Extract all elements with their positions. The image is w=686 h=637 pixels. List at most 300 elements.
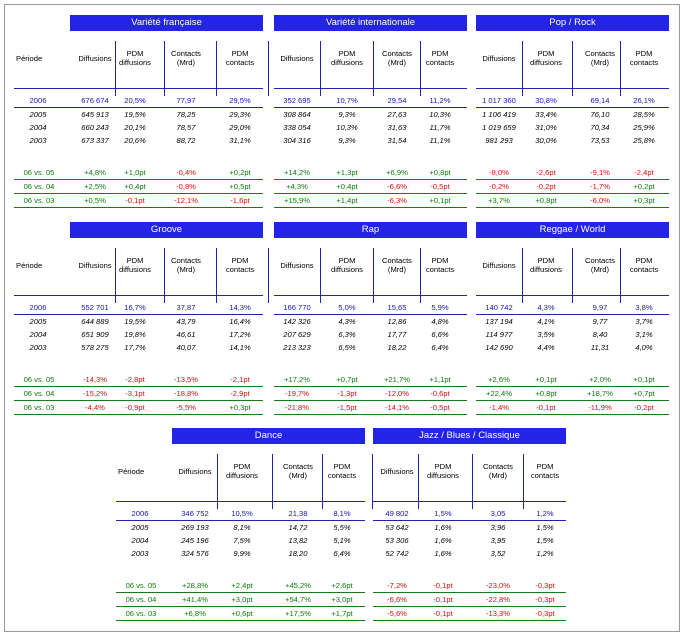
table-cell: 578 275 <box>81 343 109 352</box>
row-rule <box>14 414 263 415</box>
column-header: (Mrd) <box>387 265 407 274</box>
delta-cell: -2,6pt <box>536 168 556 177</box>
table-cell: 31,63 <box>387 123 407 132</box>
row-period: 2005 <box>29 110 47 119</box>
row-rule <box>274 314 467 315</box>
column-header: PDM <box>126 256 144 265</box>
column-header: (Mrd) <box>590 58 610 67</box>
delta-cell: -8,0% <box>489 168 509 177</box>
delta-cell: -21,8% <box>284 403 310 412</box>
table-cell: 26,1% <box>633 96 655 105</box>
row-rule <box>373 592 566 593</box>
genre-title: Variété française <box>70 15 263 31</box>
delta-cell: -6,0% <box>590 196 610 205</box>
delta-cell: +0,8pt <box>429 168 451 177</box>
table-cell: 140 742 <box>485 303 513 312</box>
table-cell: 25,8% <box>633 136 655 145</box>
row-rule <box>116 606 365 607</box>
delta-cell: +0,2pt <box>633 182 655 191</box>
column-header: PDM <box>635 49 653 58</box>
delta-cell: +15,9% <box>284 196 310 205</box>
delta-cell: +0,4pt <box>124 182 146 191</box>
table-cell: 19,8% <box>124 330 146 339</box>
delta-cell: +0,3pt <box>633 196 655 205</box>
table-cell: 304 316 <box>283 136 311 145</box>
table-cell: 31,0% <box>535 123 557 132</box>
table-cell: 352 695 <box>283 96 311 105</box>
table-cell: 17,7% <box>124 343 146 352</box>
delta-cell: +18,7% <box>587 389 613 398</box>
table-cell: 11,31 <box>590 343 610 352</box>
column-header: Diffusions <box>482 261 516 270</box>
table-cell: 14,3% <box>229 303 251 312</box>
delta-cell: -9,1% <box>590 168 610 177</box>
table-cell: 3,1% <box>635 330 653 339</box>
row-rule <box>14 193 263 194</box>
column-header: PDM <box>231 49 249 58</box>
row-period: 06 vs. 04 <box>125 595 157 604</box>
column-separator <box>268 41 269 96</box>
delta-cell: -6,3% <box>387 196 407 205</box>
table-cell: 11,2% <box>429 96 451 105</box>
table-cell: 10,3% <box>429 110 451 119</box>
column-header: diffusions <box>331 265 363 274</box>
table-cell: 142 326 <box>283 317 311 326</box>
table-cell: 3,5% <box>537 330 555 339</box>
header-rule <box>476 295 669 296</box>
row-rule <box>274 107 467 108</box>
table-cell: 5,1% <box>333 536 351 545</box>
row-rule <box>373 520 566 521</box>
column-header: Diffusions <box>280 261 314 270</box>
delta-cell: +4,8% <box>84 168 106 177</box>
delta-cell: -13,3% <box>485 609 511 618</box>
delta-cell: +28,8% <box>182 581 208 590</box>
genre-title: Variété internationale <box>274 15 467 31</box>
row-period: 06 vs. 03 <box>23 196 55 205</box>
table-cell: 552 701 <box>81 303 109 312</box>
delta-cell: +0,2pt <box>229 168 251 177</box>
delta-cell: +3,0pt <box>231 595 253 604</box>
table-cell: 18,20 <box>288 549 308 558</box>
table-cell: 53 642 <box>385 523 409 532</box>
delta-cell: +17,2% <box>284 375 310 384</box>
column-header-periode: Période <box>16 261 43 270</box>
column-header: PDM <box>333 462 351 471</box>
delta-cell: -0,3pt <box>535 609 555 618</box>
delta-cell: -0,1pt <box>433 581 453 590</box>
column-header: contacts <box>425 58 455 67</box>
delta-cell: +0,1pt <box>429 196 451 205</box>
column-header: (Mrd) <box>288 471 308 480</box>
header-rule <box>14 88 263 89</box>
table-cell: 43,79 <box>176 317 196 326</box>
column-header: contacts <box>327 471 357 480</box>
column-header: Contacts <box>171 256 201 265</box>
delta-cell: +1,7pt <box>331 609 353 618</box>
delta-cell: +2,0% <box>589 375 611 384</box>
table-cell: 88,72 <box>176 136 196 145</box>
table-cell: 52 742 <box>385 549 409 558</box>
delta-cell: -1,5pt <box>337 403 357 412</box>
table-cell: 142 690 <box>485 343 513 352</box>
table-cell: 31,54 <box>387 136 407 145</box>
row-period: 06 vs. 03 <box>23 403 55 412</box>
table-cell: 9,97 <box>592 303 608 312</box>
table-cell: 676 674 <box>81 96 109 105</box>
delta-cell: +0,1pt <box>535 375 557 384</box>
delta-cell: +0,6pt <box>231 609 253 618</box>
column-header: Contacts <box>483 462 513 471</box>
table-cell: 28,5% <box>633 110 655 119</box>
column-header: Contacts <box>382 256 412 265</box>
table-cell: 14,72 <box>288 523 308 532</box>
column-header: diffusions <box>331 58 363 67</box>
table-cell: 9,9% <box>233 549 251 558</box>
table-cell: 20,5% <box>124 96 146 105</box>
table-cell: 5,0% <box>338 303 356 312</box>
table-cell: 245 196 <box>181 536 209 545</box>
delta-cell: -19,7% <box>284 389 310 398</box>
table-cell: 20,1% <box>124 123 146 132</box>
row-rule <box>274 193 467 194</box>
genre-title: Jazz / Blues / Classique <box>373 428 566 444</box>
table-cell: 40,07 <box>176 343 196 352</box>
header-rule <box>274 88 467 89</box>
delta-cell: +45,2% <box>285 581 311 590</box>
row-rule <box>476 414 669 415</box>
delta-cell: +1,0pt <box>124 168 146 177</box>
delta-cell: +2,4pt <box>231 581 253 590</box>
table-cell: 19,5% <box>124 110 146 119</box>
table-cell: 15,65 <box>387 303 407 312</box>
row-rule <box>14 386 263 387</box>
row-period: 06 vs. 05 <box>23 375 55 384</box>
row-period: 2003 <box>29 136 47 145</box>
row-rule <box>373 620 566 621</box>
row-period: 06 vs. 04 <box>23 182 55 191</box>
table-cell: 29,5% <box>229 96 251 105</box>
delta-cell: -13,5% <box>173 375 199 384</box>
delta-cell: -1,7% <box>590 182 610 191</box>
delta-cell: -18,8% <box>173 389 199 398</box>
table-cell: 346 752 <box>181 509 209 518</box>
column-header: diffusions <box>226 471 258 480</box>
delta-cell: -14,1% <box>384 403 410 412</box>
table-cell: 17,77 <box>387 330 407 339</box>
delta-cell: +1,4pt <box>336 196 358 205</box>
delta-cell: -0,2pt <box>634 403 654 412</box>
table-cell: 37,87 <box>176 303 196 312</box>
table-cell: 11,7% <box>429 123 451 132</box>
table-cell: 4,1% <box>537 317 555 326</box>
delta-cell: +0,5pt <box>229 182 251 191</box>
genre-title: Rap <box>274 222 467 238</box>
column-header-periode: Période <box>118 467 145 476</box>
row-rule <box>476 400 669 401</box>
delta-cell: -2,4pt <box>634 168 654 177</box>
table-cell: 9,3% <box>338 110 356 119</box>
table-cell: 78,25 <box>176 110 196 119</box>
table-cell: 981 293 <box>485 136 513 145</box>
table-cell: 5,5% <box>333 523 351 532</box>
column-header: Contacts <box>382 49 412 58</box>
column-header: diffusions <box>119 265 151 274</box>
table-cell: 3,7% <box>635 317 653 326</box>
row-rule <box>274 400 467 401</box>
delta-cell: +2,5% <box>84 182 106 191</box>
table-cell: 14,1% <box>229 343 251 352</box>
delta-cell: +41,4% <box>182 595 208 604</box>
delta-cell: -2,9pt <box>230 389 250 398</box>
delta-cell: +54,7% <box>285 595 311 604</box>
column-header: Diffusions <box>380 467 414 476</box>
table-cell: 8,1% <box>233 523 251 532</box>
row-rule <box>476 193 669 194</box>
table-cell: 33,4% <box>535 110 557 119</box>
delta-cell: +0,4pt <box>336 182 358 191</box>
table-cell: 5,9% <box>431 303 449 312</box>
column-header: contacts <box>629 265 659 274</box>
header-rule <box>14 295 263 296</box>
delta-cell: +0,7pt <box>336 375 358 384</box>
row-period: 2004 <box>131 536 149 545</box>
row-rule <box>14 107 263 108</box>
delta-cell: -0,5pt <box>430 403 450 412</box>
table-cell: 53 306 <box>385 536 409 545</box>
column-header: Diffusions <box>280 54 314 63</box>
table-cell: 213 323 <box>283 343 311 352</box>
delta-cell: +0,8pt <box>535 389 557 398</box>
table-cell: 17,2% <box>229 330 251 339</box>
table-cell: 324 576 <box>181 549 209 558</box>
table-cell: 70,34 <box>590 123 610 132</box>
column-header: contacts <box>225 58 255 67</box>
table-cell: 19,5% <box>124 317 146 326</box>
delta-cell: +1,1pt <box>429 375 451 384</box>
column-header: PDM <box>537 256 555 265</box>
column-header: diffusions <box>530 58 562 67</box>
table-cell: 269 193 <box>181 523 209 532</box>
column-header: contacts <box>425 265 455 274</box>
table-cell: 12,86 <box>387 317 407 326</box>
delta-cell: -6,6% <box>387 595 407 604</box>
column-separator <box>268 248 269 303</box>
column-header: PDM <box>434 462 452 471</box>
delta-cell: -0,5pt <box>430 182 450 191</box>
row-period: 06 vs. 05 <box>125 581 157 590</box>
column-header: Diffusions <box>78 261 112 270</box>
header-rule <box>476 88 669 89</box>
row-rule <box>274 386 467 387</box>
table-cell: 3,52 <box>490 549 506 558</box>
genre-title: Reggae / World <box>476 222 669 238</box>
table-cell: 10,7% <box>336 96 358 105</box>
column-header: Diffusions <box>78 54 112 63</box>
table-cell: 1 017 360 <box>482 96 516 105</box>
column-header: PDM <box>231 256 249 265</box>
column-header: diffusions <box>427 471 459 480</box>
delta-cell: +3,0pt <box>331 595 353 604</box>
column-header: Diffusions <box>482 54 516 63</box>
table-cell: 3,8% <box>635 303 653 312</box>
column-header: PDM <box>635 256 653 265</box>
column-header-periode: Période <box>16 54 43 63</box>
delta-cell: +3,7% <box>488 196 510 205</box>
table-cell: 30,0% <box>535 136 557 145</box>
row-period: 06 vs. 05 <box>23 168 55 177</box>
table-cell: 6,5% <box>338 343 356 352</box>
delta-cell: -0,3pt <box>535 595 555 604</box>
genre-title: Pop / Rock <box>476 15 669 31</box>
column-header: diffusions <box>119 58 151 67</box>
table-cell: 166 770 <box>283 303 311 312</box>
row-rule <box>274 414 467 415</box>
delta-cell: -15,2% <box>82 389 108 398</box>
table-cell: 1,6% <box>434 523 452 532</box>
header-rule <box>116 501 365 502</box>
delta-cell: +6,8% <box>184 609 206 618</box>
delta-cell: -0,4% <box>176 168 196 177</box>
table-cell: 77,97 <box>176 96 196 105</box>
column-header: contacts <box>225 265 255 274</box>
row-rule <box>476 386 669 387</box>
table-cell: 3,95 <box>490 536 506 545</box>
column-header: (Mrd) <box>387 58 407 67</box>
delta-cell: +21,7% <box>384 375 410 384</box>
row-period: 06 vs. 04 <box>23 389 55 398</box>
delta-cell: -12,1% <box>173 196 199 205</box>
column-header: Diffusions <box>178 467 212 476</box>
column-header: PDM <box>233 462 251 471</box>
table-cell: 644 889 <box>81 317 109 326</box>
row-rule <box>476 107 669 108</box>
table-cell: 137 194 <box>485 317 513 326</box>
table-cell: 29,3% <box>229 110 251 119</box>
row-period: 2003 <box>29 343 47 352</box>
delta-cell: -4,4% <box>85 403 105 412</box>
table-cell: 18,22 <box>387 343 407 352</box>
table-cell: 29,0% <box>229 123 251 132</box>
column-header: (Mrd) <box>590 265 610 274</box>
column-header: PDM <box>338 256 356 265</box>
table-cell: 30,8% <box>535 96 557 105</box>
delta-cell: +2,6pt <box>331 581 353 590</box>
table-cell: 4,8% <box>431 317 449 326</box>
row-rule <box>14 207 263 208</box>
table-cell: 3,96 <box>490 523 506 532</box>
row-rule <box>116 592 365 593</box>
table-cell: 1,5% <box>536 523 554 532</box>
delta-cell: -0,9pt <box>125 403 145 412</box>
delta-cell: -11,9% <box>588 403 612 412</box>
table-cell: 4,3% <box>338 317 356 326</box>
table-cell: 6,3% <box>338 330 356 339</box>
column-header: Contacts <box>283 462 313 471</box>
row-rule <box>14 314 263 315</box>
column-header: PDM <box>537 49 555 58</box>
table-cell: 1 106 419 <box>482 110 516 119</box>
table-cell: 13,82 <box>288 536 308 545</box>
delta-cell: -0,3pt <box>535 581 555 590</box>
row-rule <box>274 179 467 180</box>
table-cell: 7,5% <box>233 536 251 545</box>
table-cell: 9,77 <box>592 317 608 326</box>
table-cell: 4,4% <box>537 343 555 352</box>
column-header: PDM <box>431 256 449 265</box>
header-rule <box>373 501 566 502</box>
row-period: 2005 <box>29 317 47 326</box>
delta-cell: -23,0% <box>485 581 511 590</box>
genre-title: Groove <box>70 222 263 238</box>
row-rule <box>116 520 365 521</box>
table-cell: 338 054 <box>283 123 311 132</box>
table-cell: 21,38 <box>288 509 308 518</box>
table-cell: 8,40 <box>592 330 608 339</box>
delta-cell: +14,2% <box>284 168 310 177</box>
table-cell: 308 864 <box>283 110 311 119</box>
table-cell: 9,3% <box>338 136 356 145</box>
delta-cell: +1,3pt <box>336 168 358 177</box>
delta-cell: +6,9% <box>386 168 408 177</box>
table-cell: 29,54 <box>387 96 407 105</box>
column-header: (Mrd) <box>176 265 196 274</box>
table-cell: 673 337 <box>81 136 109 145</box>
table-cell: 46,61 <box>176 330 196 339</box>
delta-cell: +22,4% <box>486 389 512 398</box>
delta-cell: -0,1pt <box>536 403 556 412</box>
table-cell: 8,1% <box>333 509 351 518</box>
table-cell: 16,7% <box>124 303 146 312</box>
delta-cell: -0,8% <box>176 182 196 191</box>
table-cell: 1,6% <box>434 549 452 558</box>
delta-cell: -22,8% <box>485 595 511 604</box>
table-cell: 1,2% <box>536 509 554 518</box>
row-rule <box>476 207 669 208</box>
table-cell: 69,14 <box>590 96 610 105</box>
header-rule <box>274 295 467 296</box>
row-period: 2003 <box>131 549 149 558</box>
column-header: PDM <box>431 49 449 58</box>
table-cell: 27,63 <box>387 110 407 119</box>
delta-cell: -1,6pt <box>230 196 250 205</box>
table-cell: 660 243 <box>81 123 109 132</box>
delta-cell: -5,6% <box>387 609 407 618</box>
table-cell: 10,3% <box>336 123 358 132</box>
genre-title: Dance <box>172 428 365 444</box>
delta-cell: -2,8pt <box>125 375 145 384</box>
table-cell: 651 909 <box>81 330 109 339</box>
delta-cell: -0,1pt <box>433 609 453 618</box>
delta-cell: -1,3pt <box>337 389 357 398</box>
table-cell: 207 629 <box>283 330 311 339</box>
delta-cell: -0,6pt <box>430 389 450 398</box>
delta-cell: +4,3% <box>286 182 308 191</box>
row-rule <box>274 207 467 208</box>
delta-cell: +17,5% <box>285 609 311 618</box>
table-cell: 10,5% <box>231 509 253 518</box>
delta-cell: +0,5% <box>84 196 106 205</box>
table-cell: 1 019 659 <box>482 123 516 132</box>
column-header: PDM <box>536 462 554 471</box>
delta-cell: +2,6% <box>488 375 510 384</box>
column-header: Contacts <box>585 49 615 58</box>
table-cell: 4,3% <box>537 303 555 312</box>
table-cell: 49 802 <box>385 509 409 518</box>
delta-cell: -7,2% <box>387 581 407 590</box>
table-cell: 1,5% <box>536 536 554 545</box>
column-header: contacts <box>530 471 560 480</box>
